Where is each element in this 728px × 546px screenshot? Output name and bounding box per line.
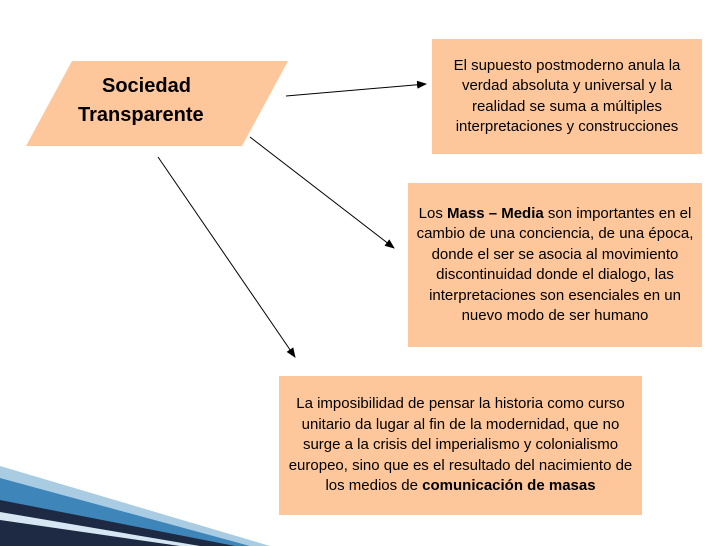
mass-media-suffix: son importantes en el cambio de una conciencia, de una época, donde el ser se asocia al movimiento discontinuidad donde el dialogo, las interpretaciones son esenciales en un nuevo modo de ser humano xyxy=(416,204,694,324)
postmodern-text: El supuesto postmoderno anula la verdad absoluta y universal y la realidad se suma a múltiples interpretaciones y construcciones xyxy=(453,56,681,135)
arrow-to-postmodern-box xyxy=(286,84,426,96)
history-prefix: La imposibilidad de pensar la historia como curso unitario da lugar al fin de la modernidad, que no surge a la crisis del imperialismo y colonialismo europeo, sino que es el resultado del nacimiento de los medios de xyxy=(288,395,633,495)
central-node-line2: Transparente xyxy=(78,104,204,126)
mass-media-prefix: Los xyxy=(418,204,448,222)
postmodern-box xyxy=(432,39,702,154)
central-node-line1: Sociedad xyxy=(102,75,191,97)
arrow-to-history-box xyxy=(158,157,295,357)
arrow-to-mass-media-box xyxy=(250,137,394,248)
history-text xyxy=(287,394,634,497)
history-bold: comunicación de masas xyxy=(422,477,596,495)
mass-media-box xyxy=(408,183,702,347)
mass-media-text xyxy=(410,204,700,327)
history-box xyxy=(279,376,642,515)
mass-media-bold: Mass – Media xyxy=(447,204,544,222)
